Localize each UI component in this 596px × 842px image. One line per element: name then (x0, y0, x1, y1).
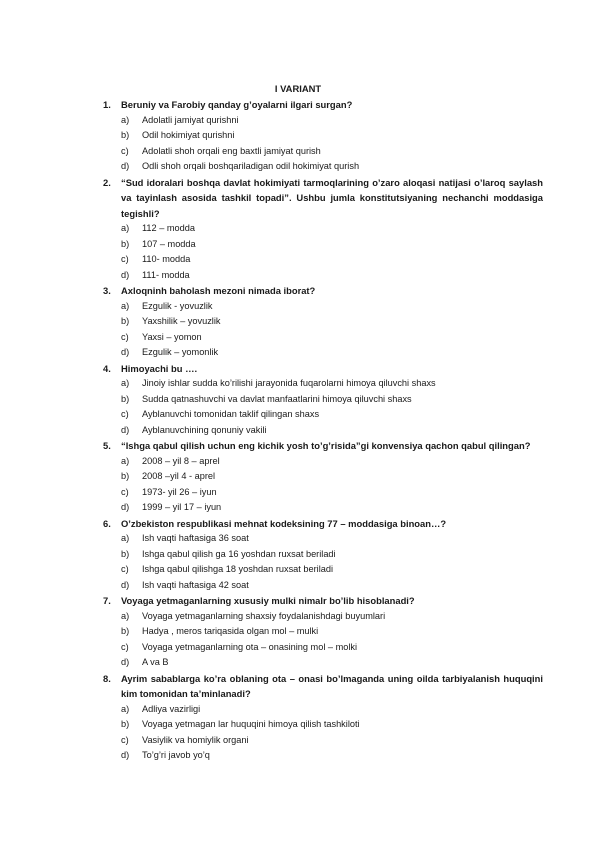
question-text: Ayrim sabablarga ko’ra oblaning ota – onasi bo’lmaganda uning oilda tarbiyalanish huquqini kim tomonidan ta’minlanadi? (121, 672, 543, 699)
option-text: Voyaga yetmaganlarning shaxsiy foydalanishdagi buyumlari (142, 610, 386, 621)
question-item (0, 97, 596, 175)
answer-option (0, 578, 596, 594)
question-item (0, 361, 596, 439)
variant-title: I VARIANT (274, 83, 322, 94)
option-text: Ishga qabul qilish ga 16 yoshdan ruxsat beriladi (142, 548, 336, 559)
question-text: Axloqninh baholash mezoni nimada iborat? (121, 285, 316, 296)
answer-option (0, 717, 596, 733)
answer-option (0, 500, 596, 516)
option-text: 112 – modda (142, 223, 195, 233)
option-text: Ezgulik - yovuzlik (142, 300, 213, 311)
question-text: Himoyachi bu …. (121, 362, 198, 374)
answer-option (0, 128, 596, 144)
answer-option (0, 469, 596, 485)
answer-option (0, 314, 596, 330)
answer-option (0, 144, 596, 160)
option-text: Adliya vazirligi (142, 703, 201, 714)
option-text: 2008 – yil 8 – aprel (142, 455, 220, 466)
answer-options (0, 531, 596, 593)
question-number: 2. (103, 176, 111, 188)
answer-options (0, 113, 596, 175)
question-number: 1. (103, 99, 111, 110)
answer-option (0, 376, 596, 392)
question-text: “Ishga qabul qilish uchun eng kichik yosh to’g’risida”gi konvensiya qachon qabul qilingan? (121, 440, 531, 451)
answer-options (0, 299, 596, 361)
option-letter: a) (121, 223, 130, 233)
option-letter: a) (121, 300, 130, 311)
question-item (0, 593, 596, 671)
option-letter: c) (121, 486, 129, 497)
answer-option (0, 748, 596, 764)
answer-options (0, 454, 596, 516)
option-letter: c) (121, 145, 129, 156)
option-letter: a) (121, 533, 130, 543)
question-number: 6. (103, 517, 111, 529)
answer-option (0, 159, 596, 175)
question-item (0, 671, 596, 764)
option-letter: c) (121, 641, 129, 652)
option-text: Ishga qabul qilishga 18 yoshdan ruxsat beriladi (142, 564, 334, 574)
answer-option (0, 299, 596, 315)
answer-option (0, 407, 596, 423)
option-text: 2008 –yil 4 - aprel (142, 471, 216, 481)
option-text: Hadya , meros tariqasida olgan mol – mulki (142, 626, 319, 636)
option-text: Sudda qatnashuvchi va davlat manfaatlarini himoya qiluvchi shaxs (142, 393, 412, 404)
option-text: Odil hokimiyat qurishni (142, 130, 235, 140)
question-item (0, 283, 596, 361)
question-text: “Sud idoralari boshqa davlat hokimiyati tarmoqlarining o’zaro aloqasi natijasi o’laroq saylash va tayinlash asosida tashkil topadi”. Ushbu jumla konstitutsiyaning nechanchi moddasiga tegishli? (121, 176, 543, 219)
answer-option (0, 640, 596, 656)
option-text: Ezgulik – yomonlik (142, 347, 219, 357)
question-number: 3. (103, 285, 111, 296)
option-letter: d) (121, 161, 130, 171)
option-letter: b) (121, 719, 130, 729)
answer-option (0, 252, 596, 268)
answer-option (0, 485, 596, 501)
answer-option (0, 655, 596, 671)
answer-option (0, 531, 596, 547)
option-letter: a) (121, 610, 130, 621)
option-text: Vasiylik va homiylik organi (142, 734, 249, 745)
option-text: 110- modda (142, 254, 191, 264)
answer-options (0, 221, 596, 283)
question-item (0, 438, 596, 516)
answer-option (0, 547, 596, 563)
answer-option (0, 392, 596, 408)
answer-option (0, 113, 596, 129)
option-letter: c) (121, 331, 129, 342)
option-letter: a) (121, 114, 130, 125)
answer-option (0, 423, 596, 439)
option-letter: d) (121, 750, 130, 760)
answer-option (0, 562, 596, 578)
option-text: Adolatli shoh orqali eng baxtli jamiyat qurish (142, 145, 321, 156)
option-letter: b) (121, 316, 130, 326)
option-text: Ayblanuvchi tomonidan taklif qilingan shaxs (142, 409, 320, 419)
option-text: Odli shoh orqali boshqariladigan odil hokimiyat qurish (142, 161, 360, 171)
option-letter: b) (121, 393, 130, 404)
option-text: Yaxshilik – yovuzlik (142, 316, 221, 326)
option-letter: b) (121, 130, 130, 140)
answer-option (0, 454, 596, 470)
option-letter: c) (121, 254, 129, 264)
option-text: Voyaga yetmagan lar huquqini himoya qilish tashkiloti (142, 719, 360, 729)
option-letter: d) (121, 269, 130, 280)
answer-option (0, 733, 596, 749)
option-text: To’g’ri javob yo’q (142, 750, 210, 760)
option-text: A va B (142, 657, 169, 667)
answer-option (0, 609, 596, 625)
option-letter: d) (121, 424, 130, 435)
question-text: O’zbekiston respublikasi mehnat kodeksining 77 – moddasiga binoan…? (121, 517, 447, 529)
question-text: Beruniy va Farobiy qanday g’oyalarni ilgari surgan? (121, 99, 353, 110)
question-list (0, 97, 596, 764)
option-letter: b) (121, 548, 130, 559)
option-text: Adolatli jamiyat qurishni (142, 114, 239, 125)
answer-option (0, 268, 596, 284)
question-number: 8. (103, 672, 111, 684)
answer-option (0, 345, 596, 361)
option-letter: d) (121, 657, 130, 667)
option-text: 107 – modda (142, 238, 196, 249)
option-letter: a) (121, 703, 130, 714)
option-text: 111- modda (142, 269, 190, 280)
answer-options (0, 376, 596, 438)
question-item (0, 175, 596, 284)
option-text: Yaxsi – yomon (142, 331, 202, 342)
option-text: 1999 – yil 17 – iyun (142, 502, 222, 512)
option-letter: d) (121, 502, 130, 512)
option-letter: d) (121, 347, 130, 357)
option-letter: b) (121, 471, 130, 481)
option-letter: c) (121, 409, 129, 419)
answer-option (0, 702, 596, 718)
option-letter: c) (121, 564, 129, 574)
question-text: Voyaga yetmaganlarning xususiy mulki nimalr bo’lib hisoblanadi? (121, 595, 415, 606)
option-letter: b) (121, 238, 130, 249)
answer-option (0, 237, 596, 253)
option-text: Voyaga yetmaganlarning ota – onasining mol – molki (142, 641, 358, 652)
question-item (0, 516, 596, 594)
answer-options (0, 609, 596, 671)
answer-options (0, 702, 596, 764)
option-text: Ish vaqti haftasiga 42 soat (142, 579, 249, 590)
option-text: Ayblanuvchining qonuniy vakili (142, 424, 267, 435)
option-text: Ish vaqti haftasiga 36 soat (142, 533, 249, 543)
option-text: 1973- yil 26 – iyun (142, 486, 217, 497)
option-letter: b) (121, 626, 130, 636)
answer-option (0, 624, 596, 640)
option-letter: c) (121, 734, 129, 745)
answer-option (0, 330, 596, 346)
question-number: 7. (103, 595, 111, 606)
question-number: 5. (103, 440, 111, 451)
option-letter: a) (121, 378, 130, 388)
answer-option (0, 221, 596, 237)
option-text: Jinoiy ishlar sudda ko’rilishi jarayonida fuqarolarni himoya qiluvchi shaxs (142, 378, 436, 388)
option-letter: d) (121, 579, 130, 590)
question-number: 4. (103, 362, 111, 374)
option-letter: a) (121, 455, 130, 466)
